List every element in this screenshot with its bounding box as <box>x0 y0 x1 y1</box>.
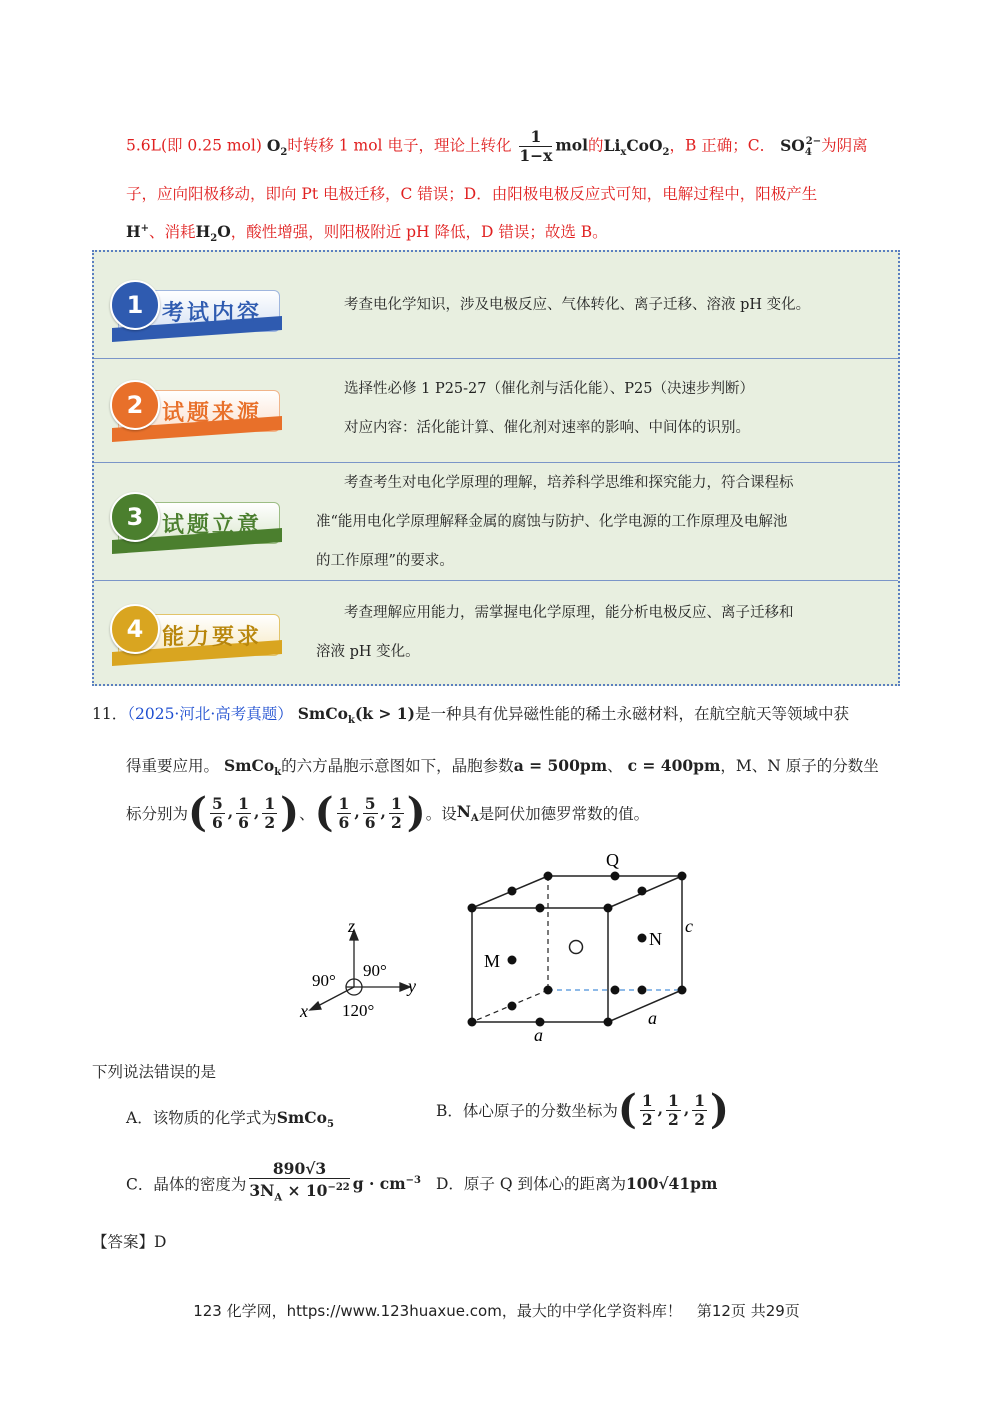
badge-title: 能力要求 <box>162 625 263 650</box>
solution-line-2: 子，应向阳极移动，即向 Pt 电极迁移，C 错误；D．由阳极电极反应式可知，电解过程中，阳极产生 <box>126 185 818 203</box>
density-fraction: $\frac{890√3}{3N_A \times 10^{-22}}$ <box>249 1159 350 1204</box>
option-d[interactable]: D．原子 Q 到体心的距离为100√41pm <box>436 1174 718 1193</box>
solution-line-1: 5.6L(即 0.25 mol) $O_2$时转移 1 mol 电子，理论上转化 $\frac{1}{1-x}$ mol的$Li_xCoO_2$，B 正确；C． $SO_4^{2-}$为阴离 <box>126 127 868 165</box>
label-a-side: a <box>648 1008 657 1028</box>
angle-label-bottom: 120° <box>342 1001 375 1020</box>
angle-label-right: 90° <box>363 961 387 980</box>
badge-title: 试题立意 <box>162 513 263 538</box>
badge-number-4: 4 <box>110 604 160 654</box>
label-c: c <box>685 916 693 936</box>
question-line-2: 得重要应用。 SmCo$_k$的六方晶胞示意图如下，晶胞参数a = 500pm、 c = 400pm，M、N 原子的分数坐 <box>126 756 879 779</box>
question-prompt: 下列说法错误的是 <box>92 1063 217 1081</box>
answer <box>92 1230 166 1252</box>
label-m: M <box>484 951 501 971</box>
row-2-text: 选择性必修 1 P25-27（催化剂与活化能）、P25（决速步判断） 对应内容：活化能计算、催化剂对速率的影响、中间体的识别。 <box>344 381 754 436</box>
badge-number-2: 2 <box>110 380 160 430</box>
badge-ability-requirement <box>110 604 278 660</box>
crystal-cell-figure <box>290 850 710 1050</box>
row-3-text: 考查考生对电化学原理的理解，培养科学思维和探究能力，符合课程标 准“能用电化学原理解释金属的腐蚀与防护、化学电源的工作原理及电解池 的工作原理”的要求。 <box>316 475 794 569</box>
answer-value: D <box>154 1233 167 1251</box>
badge-number-3: 3 <box>110 492 160 542</box>
atom-n <box>638 934 647 943</box>
badge-exam-content <box>110 280 278 336</box>
row-4-text: 考查理解应用能力，需掌握电化学原理，能分析电极反应、离子迁移和 溶液 pH 变化。 <box>316 605 794 660</box>
label-a-front: a <box>534 1025 543 1045</box>
label-n: N <box>649 929 662 949</box>
fraction-1-over-1-minus-x: $\frac{1}{1-x}$ <box>519 127 553 165</box>
row-divider <box>94 358 898 359</box>
option-b[interactable]: B．体心原子的分数坐标为( $\frac{1}{2}$ , $\frac{1}{2}$ , $\frac{1}{2}$ ) <box>436 1086 729 1133</box>
row-1-text: 考查电化学知识，涉及电极反应、气体转化、离子迁移、溶液 pH 变化。 <box>344 297 811 313</box>
analysis-info-box <box>92 250 900 686</box>
axis-x-label: x <box>300 1001 308 1021</box>
answer-label: 【答案】 <box>92 1233 155 1251</box>
label-q: Q <box>606 850 619 870</box>
body-center-atom <box>570 941 583 954</box>
option-c[interactable]: C．晶体的密度为 $\frac{890√3}{3N_A \times 10^{-22}}$ $g \cdot cm^{-3}$ <box>126 1160 421 1207</box>
question-line-3: 标分别为( $\frac{5}{6}$ , $\frac{1}{6}$ , $\frac{1}{2}$ )、( $\frac{1}{6}$ , $\frac{5}{6}$ , $\frac{1}{2}$ )。设$N_A$是阿伏加德罗常数的值。 <box>126 789 650 836</box>
question-source: （2025·河北·高考真题） <box>127 705 293 723</box>
axis-y-label: y <box>408 976 416 996</box>
question-line-1: 11．（2025·河北·高考真题） SmCo$_k$(k > 1)是一种具有优异磁性能的稀土永磁材料，在航空航天等领域中获 <box>92 704 849 727</box>
option-a[interactable]: A．该物质的化学式为SmCo$_5$ <box>126 1108 334 1131</box>
badge-number-1: 1 <box>110 280 160 330</box>
angle-label-left: 90° <box>312 971 336 990</box>
row-divider <box>94 462 898 463</box>
page-footer: 123 化学网，https://www.123huaxue.com，最大的中学化学资料库！ 第12页 共29页 <box>193 1302 800 1320</box>
badge-question-source <box>110 380 278 436</box>
badge-title: 考试内容 <box>162 301 263 326</box>
hidden-edges <box>472 876 548 1022</box>
solution-line-3: H+、消耗$H_2O$，酸性增强，则阳极附近 pH 降低，D 错误；故选 B。 <box>126 222 608 245</box>
atom-m <box>508 956 517 965</box>
badge-question-intent <box>110 492 278 548</box>
badge-title: 试题来源 <box>162 401 263 426</box>
axis-diagram <box>310 930 410 1010</box>
axis-z-label: z <box>348 916 356 936</box>
